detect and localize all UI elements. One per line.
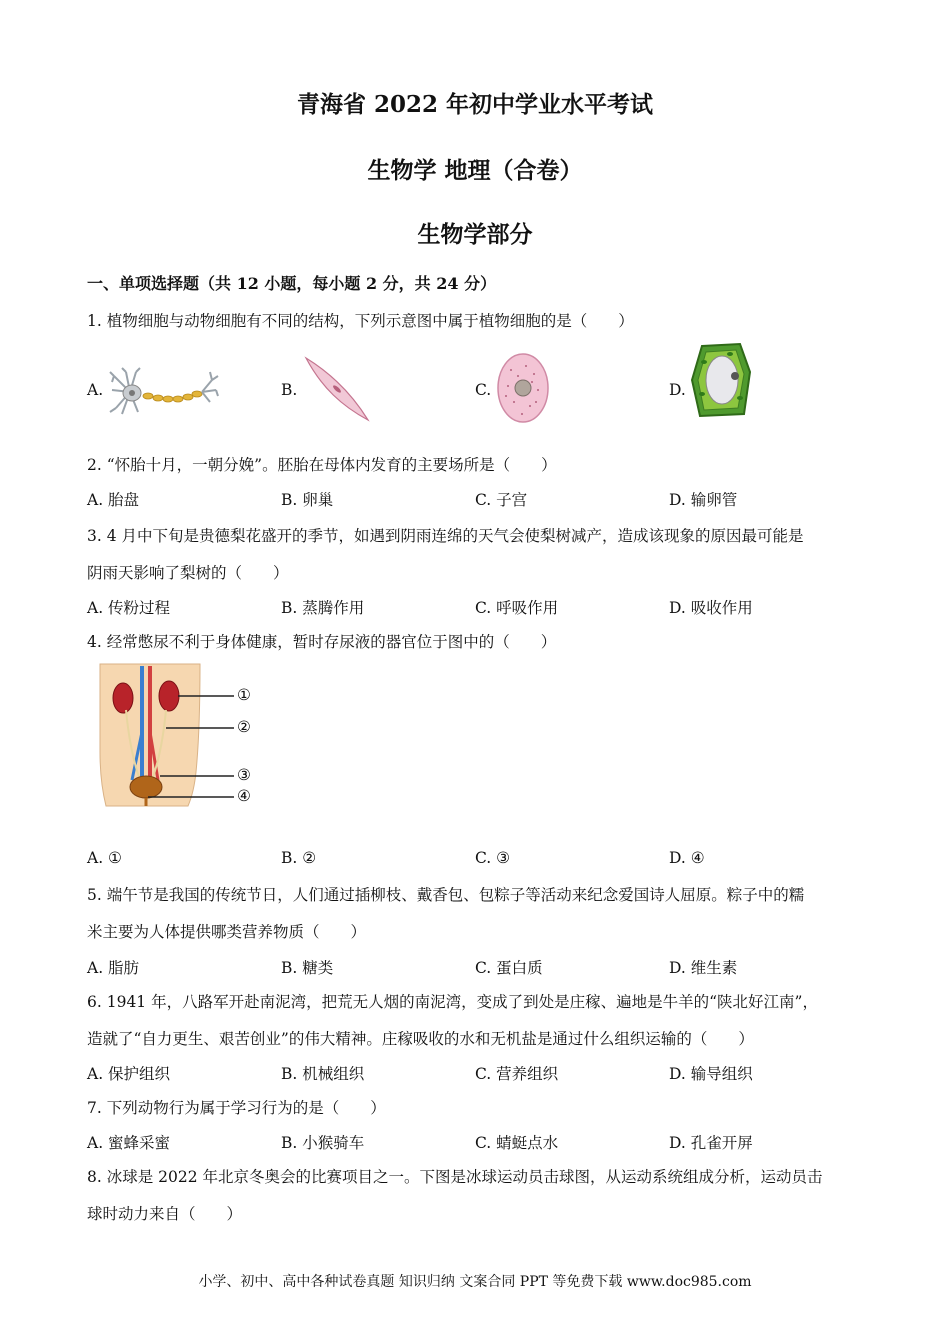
figure-label: ④ <box>237 787 251 805</box>
option-label: A. 脂肪 <box>87 959 140 977</box>
question-stem: 阴雨天影响了梨树的（ ） <box>87 564 289 582</box>
question-stem: 7. 下列动物行为属于学习行为的是（ ） <box>87 1099 386 1117</box>
option-label: D. 孔雀开屏 <box>669 1134 753 1152</box>
question-stem: 造就了“自力更生、艰苦创业”的伟大精神。庄稼吸收的水和无机盐是通过什么组织运输的（ ） <box>87 1030 754 1048</box>
option-label: D. 维生素 <box>669 959 738 977</box>
option-label: C. 呼吸作用 <box>475 599 559 617</box>
option-label: A. <box>87 381 104 399</box>
option-label: C. 子宫 <box>475 491 528 509</box>
option-label: B. ② <box>281 849 317 867</box>
option-label: A. ① <box>87 849 122 867</box>
question-stem: 8. 冰球是 2022 年北京冬奥会的比赛项目之一。下图是冰球运动员击球图，从运动系统组成分析，运动员击 <box>87 1168 823 1186</box>
option-label: D. <box>669 381 686 399</box>
figure-label: ② <box>237 718 251 736</box>
question-stem: 1. 植物细胞与动物细胞有不同的结构，下列示意图中属于植物细胞的是（ ） <box>87 312 634 330</box>
question-stem: 2. “怀胎十月，一朝分娩”。胚胎在母体内发育的主要场所是（ ） <box>87 456 557 474</box>
question-stem: 球时动力来自（ ） <box>87 1205 243 1223</box>
question-stem: 3. 4 月中下旬是贵德梨花盛开的季节，如遇到阴雨连绵的天气会使梨树减产，造成该现象的原因最可能是 <box>87 527 804 545</box>
option-label: C. 蛋白质 <box>475 959 543 977</box>
question-stem: 5. 端午节是我国的传统节日，人们通过插柳枝、戴香包、包粽子等活动来纪念爱国诗人屈原。粽子中的糯 <box>87 886 805 904</box>
page-footer: 小学、初中、高中各种试卷真题 知识归纳 文案合同 PPT 等免费下载 www.doc985.com <box>198 1274 752 1290</box>
option-label: D. 输导组织 <box>669 1065 753 1083</box>
option-label: B. 小猴骑车 <box>281 1134 365 1152</box>
option-label: C. ③ <box>475 849 511 867</box>
question-stem: 米主要为人体提供哪类营养物质（ ） <box>87 923 367 941</box>
option-label: A. 蜜蜂采蜜 <box>87 1134 171 1152</box>
section-title: 生物学部分 <box>417 221 533 248</box>
option-label: B. <box>281 381 298 399</box>
option-label: D. 吸收作用 <box>669 599 753 617</box>
question-stem: 4. 经常憋尿不利于身体健康，暂时存尿液的器官位于图中的（ ） <box>87 633 557 651</box>
option-label: B. 机械组织 <box>281 1065 365 1083</box>
option-label: C. <box>475 381 492 399</box>
option-label: B. 糖类 <box>281 959 334 977</box>
option-label: A. 保护组织 <box>87 1065 171 1083</box>
option-label: B. 卵巢 <box>281 491 334 509</box>
figure-label: ① <box>237 686 251 704</box>
option-label: C. 营养组织 <box>475 1065 559 1083</box>
section-heading: 一、单项选择题（共 12 小题，每小题 2 分，共 24 分） <box>87 274 497 293</box>
option-label: A. 胎盘 <box>87 491 140 509</box>
question-stem: 6. 1941 年，八路军开赴南泥湾，把荒无人烟的南泥湾，变成了到处是庄稼、遍地是牛羊的“陕北好江南”， <box>87 993 818 1011</box>
neuron-cell-image <box>108 366 220 418</box>
option-label: A. 传粉过程 <box>87 599 171 617</box>
option-label: D. 输卵管 <box>669 491 738 509</box>
animal-cell-image <box>496 352 550 424</box>
muscle-cell-image <box>302 354 372 424</box>
option-label: C. 蜻蜓点水 <box>475 1134 559 1152</box>
exam-title: 青海省 2022 年初中学业水平考试 <box>296 91 654 118</box>
figure-label: ③ <box>237 766 251 784</box>
option-label: D. ④ <box>669 849 705 867</box>
plant-cell-image <box>690 342 752 418</box>
exam-subtitle: 生物学 地理（合卷） <box>367 157 583 184</box>
option-label: B. 蒸腾作用 <box>281 599 365 617</box>
